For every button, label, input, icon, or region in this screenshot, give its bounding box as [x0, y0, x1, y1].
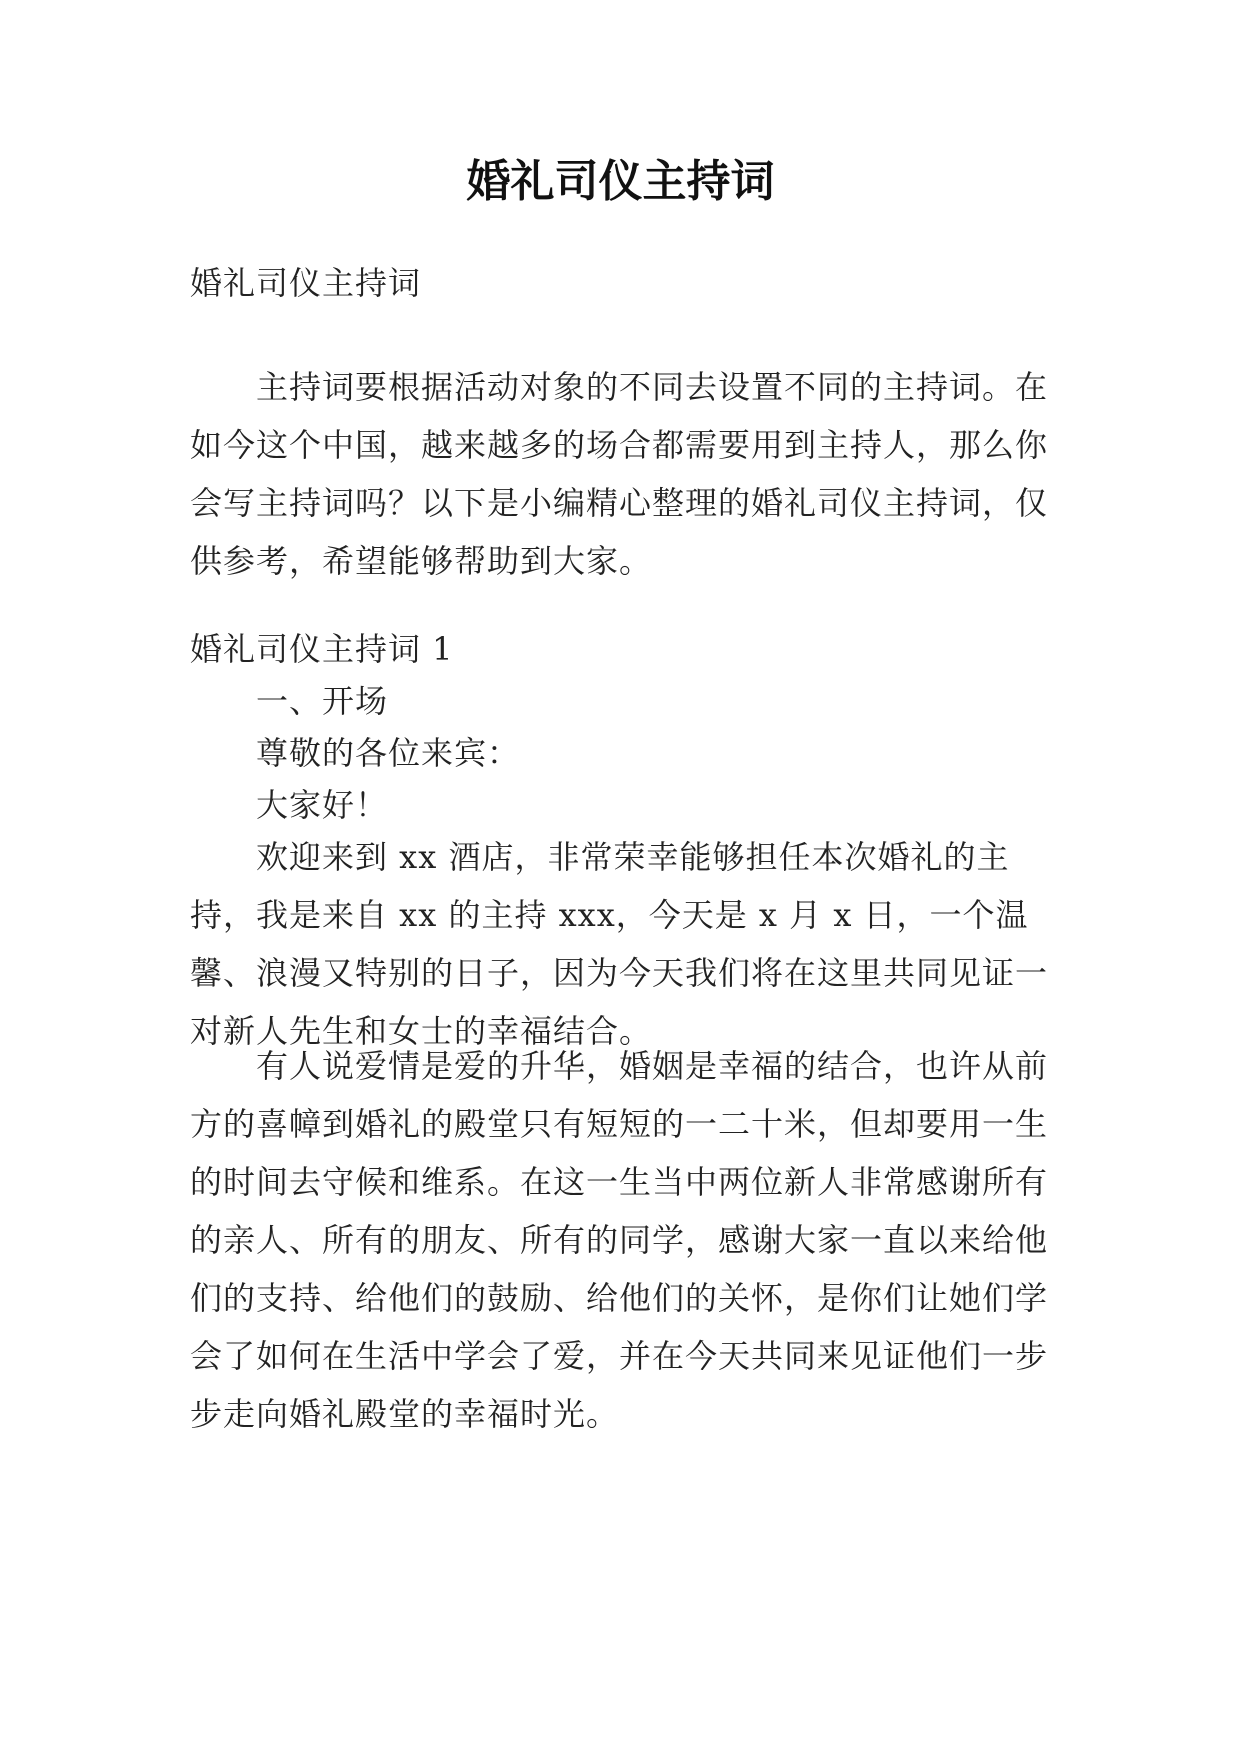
body-paragraph-2: 有人说爱情是爱的升华，婚姻是幸福的结合，也许从前方的喜幛到婚礼的殿堂只有短短的一二十米，但却要用一生的时间去守候和维系。在这一生当中两位新人非常感谢所有的亲人、所有的朋友、所有的同学，感谢大家一直以来给他们的支持、给他们的鼓励、给他们的关怀，是你们让她们学会了如何在生活中学会了爱，并在今天共同来见证他们一步步走向婚礼殿堂的幸福时光。	[190, 1047, 1049, 1433]
part-heading: 一、开场	[256, 682, 389, 720]
intro-paragraph: 主持词要根据活动对象的不同去设置不同的主持词。在如今这个中国，越来越多的场合都需要用到主持人，那么你会写主持词吗？以下是小编精心整理的婚礼司仪主持词，仅供参考，希望能够帮助到大家。	[190, 368, 1049, 580]
section-heading: 婚礼司仪主持词 1	[190, 630, 454, 668]
body-paragraph-1: 欢迎来到 xx 酒店，非常荣幸能够担任本次婚礼的主持，我是来自 xx 的主持 xxx，今天是 x 月 x 日，一个温馨、浪漫又特别的日子，因为今天我们将在这里共同见证一对新人先生和女士的幸福结合。	[190, 838, 1049, 1050]
greeting: 大家好！	[256, 786, 389, 824]
salutation: 尊敬的各位来宾：	[256, 734, 521, 772]
document-title: 婚礼司仪主持词	[466, 156, 775, 207]
document-subtitle: 婚礼司仪主持词	[190, 264, 422, 302]
